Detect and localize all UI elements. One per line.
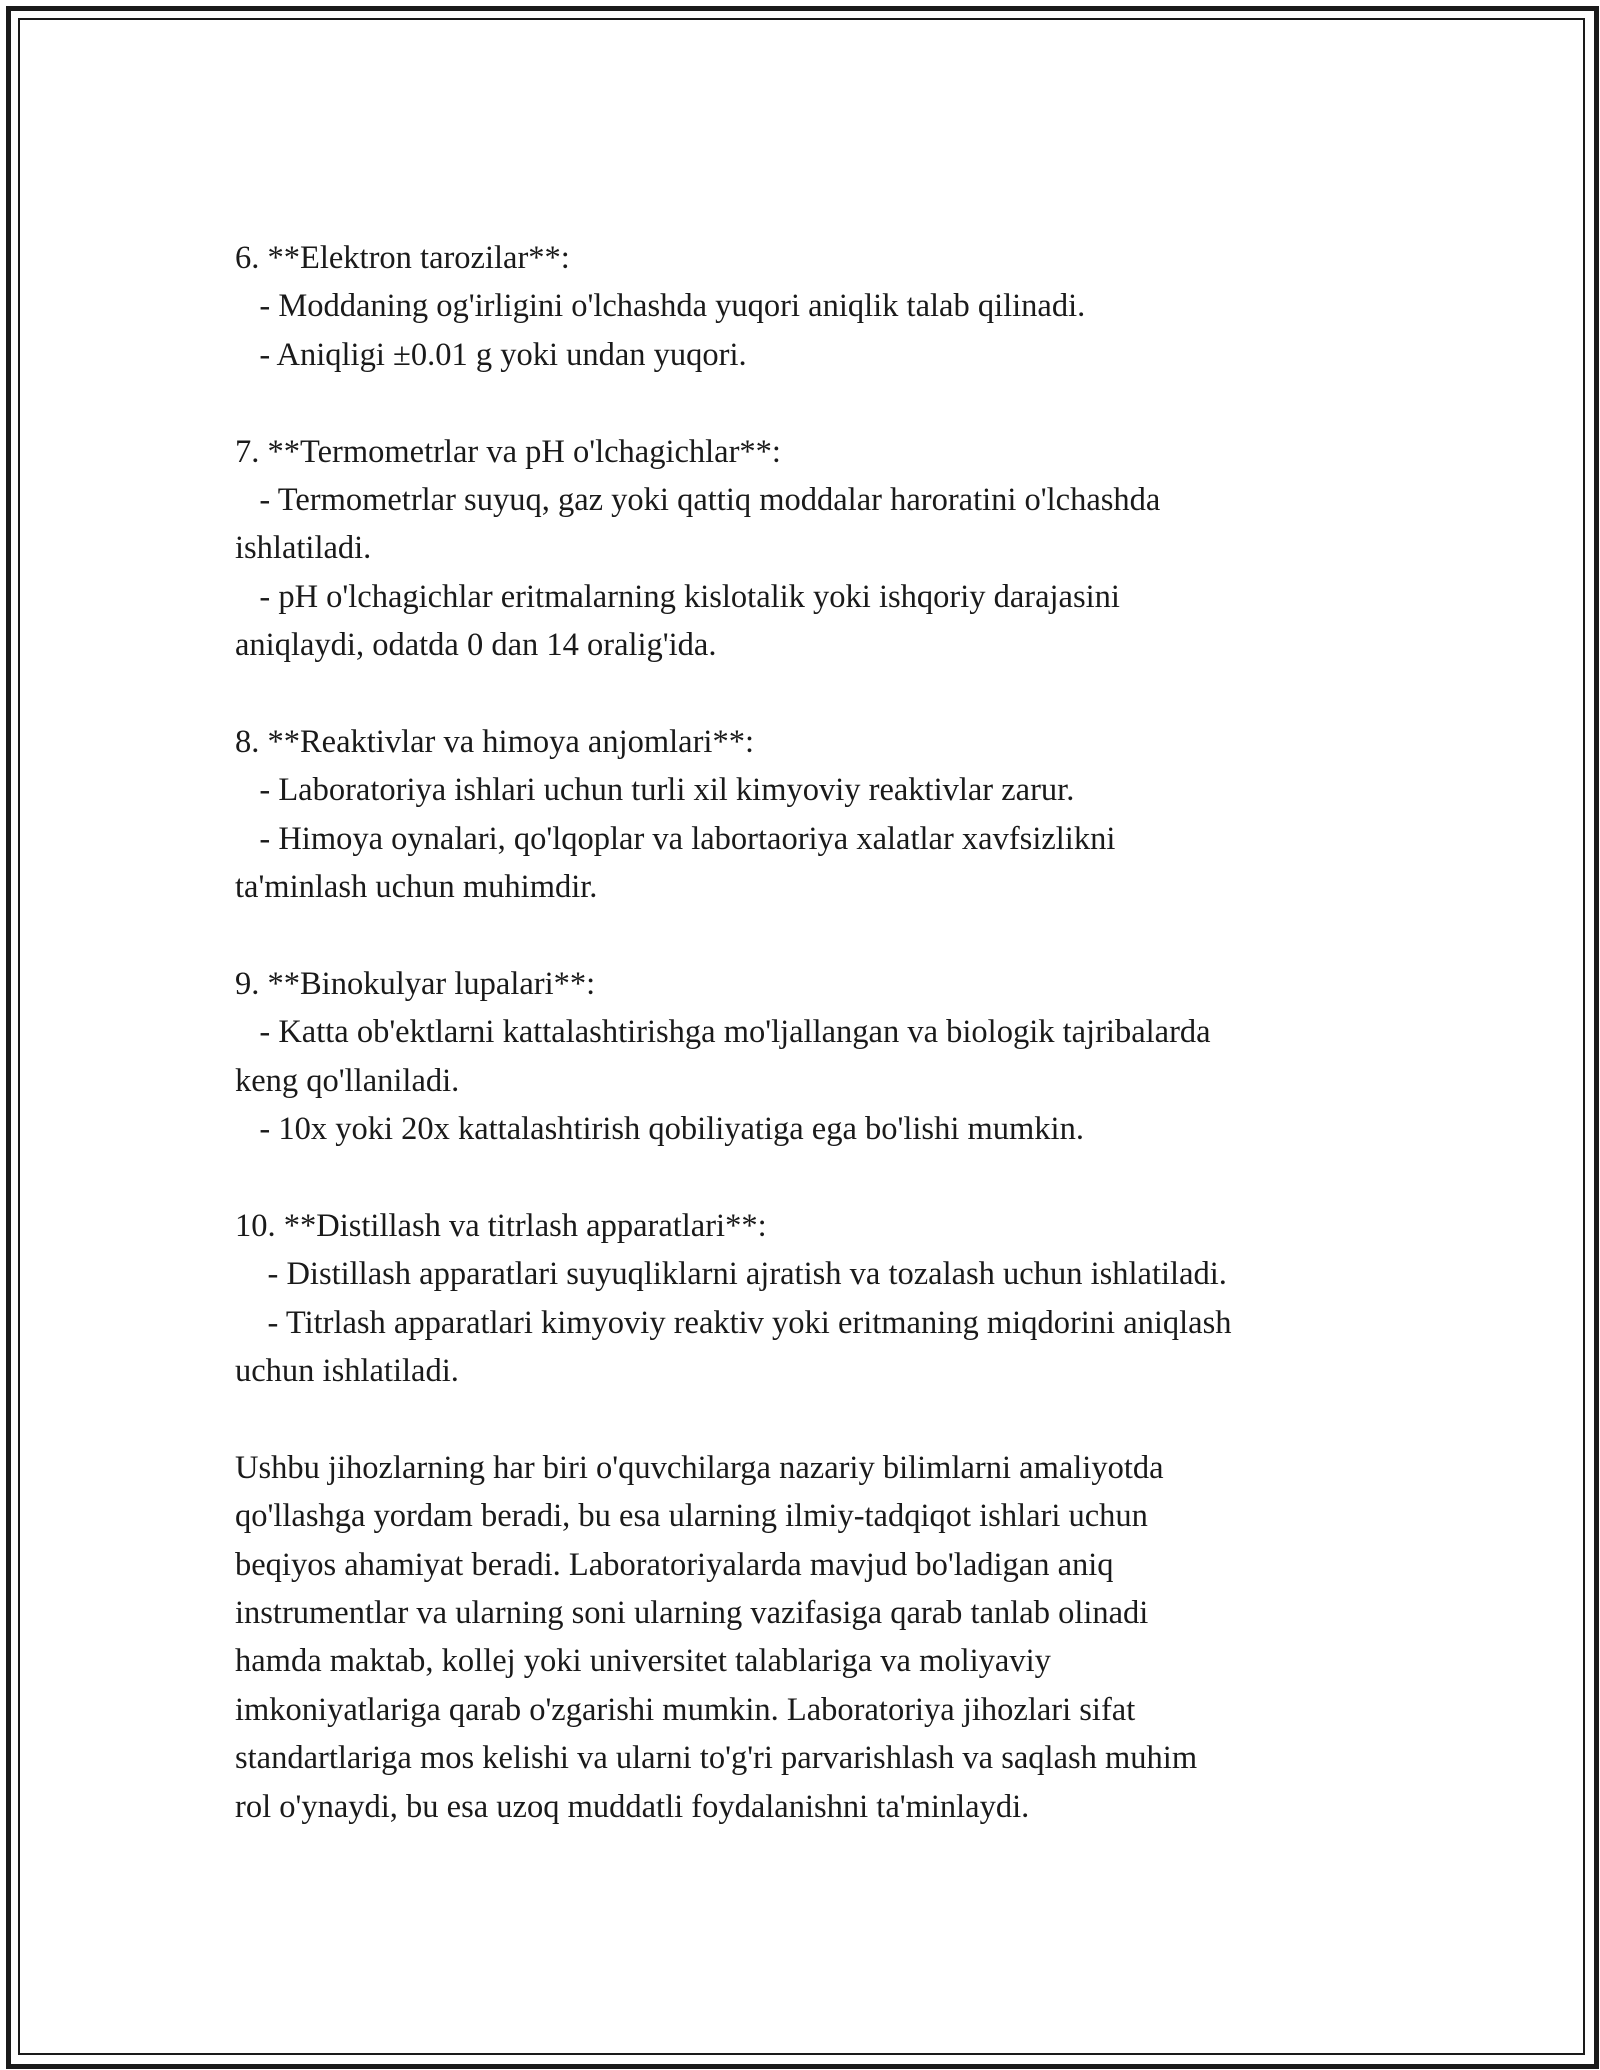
section-line: - 10x yoki 20x kattalashtirish qobiliyatiga ega bo'lishi mumkin. [235, 1111, 1084, 1148]
paragraph-gap [235, 911, 1415, 959]
document-body [235, 234, 1415, 1831]
conclusion-line: instrumentlar va ularning soni ularning vazifasiga qarab tanlab olinadi [235, 1594, 1149, 1631]
section-line: uchun ishlatiladi. [235, 1352, 459, 1389]
conclusion-line: Ushbu jihozlarning har biri o'quvchilarga nazariy bilimlarni amaliyotda [235, 1449, 1164, 1486]
section-line: - Aniqligi ±0.01 g yoki undan yuqori. [235, 336, 747, 373]
section-heading: 10. **Distillash va titrlash apparatlari**: [235, 1207, 767, 1244]
section-10 [235, 1202, 1415, 1396]
conclusion-line: imkoniyatlariga qarab o'zgarishi mumkin. Laboratoriya jihozlari sifat [235, 1691, 1136, 1728]
section-line: keng qo'llaniladi. [235, 1062, 460, 1099]
paragraph-gap [235, 1153, 1415, 1201]
conclusion-paragraph [235, 1444, 1415, 1831]
section-line: - Termometrlar suyuq, gaz yoki qattiq moddalar haroratini o'lchashda [235, 481, 1161, 518]
section-line: ishlatiladi. [235, 530, 372, 567]
conclusion-line: rol o'ynaydi, bu esa uzoq muddatli foydalanishni ta'minlaydi. [235, 1788, 1030, 1825]
section-line: - pH o'lchagichlar eritmalarning kislotalik yoki ishqoriy darajasini [235, 578, 1120, 615]
section-line: - Laboratoriya ishlari uchun turli xil kimyoviy reaktivlar zarur. [235, 772, 1075, 809]
section-8 [235, 718, 1415, 912]
section-line: - Moddaning og'irligini o'lchashda yuqori aniqlik talab qilinadi. [235, 288, 1086, 325]
paragraph-gap [235, 670, 1415, 718]
section-heading: 6. **Elektron tarozilar**: [235, 240, 570, 276]
conclusion-line: qo'llashga yordam beradi, bu esa ularning ilmiy-tadqiqot ishlari uchun [235, 1498, 1148, 1535]
section-line: aniqlaydi, odatda 0 dan 14 oralig'ida. [235, 627, 717, 664]
section-line: - Himoya oynalari, qo'lqoplar va labortaoriya xalatlar xavfsizlikni [235, 820, 1116, 857]
section-heading: 8. **Reaktivlar va himoya anjomlari**: [235, 723, 754, 760]
section-heading: 9. **Binokulyar lupalari**: [235, 965, 596, 1002]
section-line: - Distillash apparatlari suyuqliklarni ajratish va tozalash uchun ishlatiladi. [235, 1256, 1227, 1293]
section-9 [235, 960, 1415, 1154]
conclusion-line: hamda maktab, kollej yoki universitet talablariga va moliyaviy [235, 1643, 1051, 1680]
conclusion-line: standartlariga mos kelishi va ularni to'g'ri parvarishlash va saqlash muhim [235, 1740, 1198, 1777]
section-6 [235, 234, 1415, 379]
section-line: ta'minlash uchun muhimdir. [235, 869, 598, 906]
paragraph-gap [235, 379, 1415, 427]
conclusion-line: beqiyos ahamiyat beradi. Laboratoriyalarda mavjud bo'ladigan aniq [235, 1546, 1114, 1583]
section-line: - Titrlash apparatlari kimyoviy reaktiv yoki eritmaning miqdorini aniqlash [235, 1304, 1232, 1341]
section-heading: 7. **Termometrlar va pH o'lchagichlar**: [235, 433, 781, 470]
paragraph-gap [235, 1395, 1415, 1443]
section-line: - Katta ob'ektlarni kattalashtirishga mo'ljallangan va biologik tajribalarda [235, 1014, 1211, 1051]
section-7 [235, 428, 1415, 670]
